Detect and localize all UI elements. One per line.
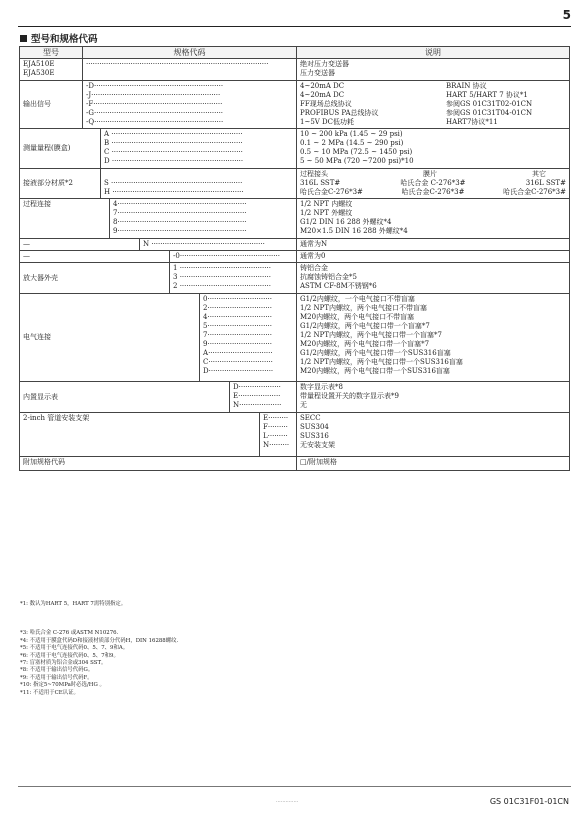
option-label: 附加规格代码 — [20, 457, 297, 471]
output-code: -F·························································· — [86, 100, 223, 108]
bracket-row — [20, 413, 570, 457]
footnote: *10: 指定5~70MPa时必选/HG 。 — [20, 682, 105, 689]
bracket-code: L········· — [263, 432, 288, 440]
housing-row — [20, 263, 570, 294]
model-row — [20, 59, 570, 81]
model-codes — [20, 59, 83, 81]
header-model: 型号 — [20, 47, 83, 59]
electrical-desc-line: G1/2内螺纹，一个电气接口不带盲塞 — [300, 295, 415, 303]
option-desc: □/附加规格 — [297, 457, 570, 471]
output-code: -Q·························································· — [86, 118, 224, 126]
bracket-code: E········· — [263, 414, 289, 422]
document-number: GS 01C31F01-01CN — [489, 797, 569, 806]
housing-label: 放大器外壳 — [20, 263, 170, 294]
zero-row-label: — — [20, 251, 170, 263]
process-row — [20, 199, 570, 239]
footnote: *7: 盲塞材质为铝合金或304 SST。 — [20, 660, 107, 667]
process-label: 过程连接 — [20, 199, 110, 239]
range-desc — [297, 129, 570, 169]
display-code: D··················· — [233, 383, 281, 391]
housing-code: 3 ········································· — [173, 273, 271, 281]
electrical-desc-line: G1/2内螺纹，两个电气接口带一个盲塞*7 — [300, 322, 430, 330]
range-row — [20, 129, 570, 169]
housing-desc-line: 铸铝合金 — [300, 264, 328, 272]
bracket-label: 2-inch 管道安装支架 — [20, 413, 260, 457]
footnotes — [20, 601, 568, 697]
footnote: *3: 哈氏合金 C-276 或ASTM N10276. — [20, 630, 119, 637]
footer-dots: ·············· — [276, 799, 299, 805]
housing-code: 1 ········································· — [173, 264, 271, 272]
zero-row-desc: 通常为0 — [297, 251, 570, 263]
zero-row-code: -0············································· — [170, 251, 297, 263]
housing-codes — [170, 263, 297, 294]
output-label: 输出信号 — [20, 81, 83, 129]
n-row-label: — — [20, 239, 140, 251]
process-code: 7·························································· — [113, 209, 247, 217]
range-label: 测量量程(膜盒) — [20, 129, 101, 169]
electrical-desc — [297, 294, 570, 382]
display-row — [20, 382, 570, 413]
process-code: 8·························································· — [113, 218, 247, 226]
display-label: 内置显示表 — [20, 382, 230, 413]
output-desc-line: FF现场总线协议 参阅GS 01C31T02-01CN — [300, 100, 533, 108]
section-heading — [20, 31, 98, 45]
bracket-codes — [260, 413, 297, 457]
range-desc-line: 0.1 ~ 2 MPa (14.5 ~ 290 psi) — [300, 139, 404, 147]
electrical-code: 9····························· — [203, 340, 272, 348]
model-desc-line: 绝对压力变送器 — [300, 60, 349, 68]
electrical-desc-line: G1/2内螺纹，两个电气接口带一个SUS316盲塞 — [300, 349, 451, 357]
model-code-510: EJA510E — [23, 60, 55, 68]
square-bullet-icon — [20, 35, 27, 42]
n-row-code: N ··················································· — [140, 239, 297, 251]
top-rule — [18, 26, 571, 27]
header-row — [20, 47, 570, 59]
electrical-code: C····························· — [203, 358, 273, 366]
material-desc-line: 哈氏合金C-276*3# 哈氏合金C-276*3# 哈氏合金C-276*3# — [300, 188, 566, 196]
model-code-530: EJA530E — [23, 69, 55, 77]
bracket-desc — [297, 413, 570, 457]
process-desc — [297, 199, 570, 239]
footnote: *9: 不适用于输出信号代码F。 — [20, 674, 93, 681]
model-dots: ·················································································· — [83, 59, 297, 81]
process-code: 9·························································· — [113, 227, 247, 235]
output-desc-line: PROFIBUS PA总线协议 参阅GS 01C31T04-01CN — [300, 109, 533, 117]
bottom-rule — [18, 786, 571, 787]
output-code: -G·························································· — [86, 109, 224, 117]
housing-desc — [297, 263, 570, 294]
range-code: D ··························································· — [104, 157, 244, 165]
display-codes — [230, 382, 297, 413]
electrical-desc-line: 1/2 NPT内螺纹，两个电气接口不带盲塞 — [300, 304, 427, 312]
n-row-desc: 通常为N — [297, 239, 570, 251]
process-codes — [110, 199, 297, 239]
electrical-desc-line: M20内螺纹，两个电气接口带一个盲塞*7 — [300, 340, 430, 348]
bracket-desc-line: 无安装支架 — [300, 441, 335, 449]
model-desc — [297, 59, 570, 81]
range-code: C ··························································· — [104, 148, 243, 156]
material-label: 接液部分材质*2 — [20, 169, 101, 199]
process-desc-line: 1/2 NPT 外螺纹 — [300, 209, 353, 217]
header-code: 规格代码 — [83, 47, 297, 59]
electrical-code: 7····························· — [203, 331, 272, 339]
header-description: 说明 — [297, 47, 570, 59]
material-desc-head: 过程接头 膜片 其它 — [300, 170, 546, 178]
footnote: *4: 不适用于膜盒代码D和接液材质部分代码H，DIN 16288螺纹. — [20, 637, 179, 644]
material-desc-line: 316L SST# 哈氏合金 C-276*3# 316L SST# — [300, 179, 566, 187]
electrical-codes — [200, 294, 297, 382]
bracket-desc-line: SUS316 — [300, 432, 329, 440]
display-desc — [297, 382, 570, 413]
footnote: *5: 不适用于电气连接代码0、5、7、9和A。 — [20, 645, 129, 652]
material-code: H ··························································· — [104, 188, 244, 196]
electrical-code: 0····························· — [203, 295, 272, 303]
output-row — [20, 81, 570, 129]
range-desc-line: 0.5 ~ 10 MPa (72.5 ~ 1450 psi) — [300, 148, 413, 156]
display-desc-line: 数字显示表*8 — [300, 383, 343, 391]
output-desc-line: 4~20mA DC BRAIN 协议 — [300, 82, 487, 90]
model-desc-line: 压力变送器 — [300, 69, 335, 77]
footnote: *11: 不适用于CE认证。 — [20, 689, 79, 696]
option-row — [20, 457, 570, 471]
process-desc-line: 1/2 NPT 内螺纹 — [300, 200, 353, 208]
output-desc-line: 4~20mA DC HART 5/HART 7 协议*1 — [300, 91, 528, 99]
bracket-code: F········· — [263, 423, 288, 431]
range-desc-line: 5 ~ 50 MPa (720 ~7200 psi)*10 — [300, 157, 414, 165]
range-code: B ··························································· — [104, 139, 243, 147]
material-desc — [297, 169, 570, 199]
display-code: N··················· — [233, 401, 282, 409]
output-codes — [83, 81, 297, 129]
section-title: 型号和规格代码 — [31, 34, 98, 45]
process-desc-line: M20×1.5 DIN 16 288 外螺纹*4 — [300, 227, 408, 235]
output-code: -D·························································· — [86, 82, 224, 90]
page-number: 5 — [562, 8, 571, 22]
bracket-code: N········· — [263, 441, 290, 449]
display-desc-line: 无 — [300, 401, 307, 409]
bracket-desc-line: SUS304 — [300, 423, 329, 431]
housing-desc-line: 抗腐蚀铸铝合金*5 — [300, 273, 357, 281]
display-code: E··················· — [233, 392, 281, 400]
housing-desc-line: ASTM CF-8M不锈钢*6 — [300, 282, 377, 290]
housing-code: 2 ········································· — [173, 282, 271, 290]
electrical-code: 4····························· — [203, 313, 272, 321]
electrical-code: 5····························· — [203, 322, 272, 330]
electrical-code: A····························· — [203, 349, 273, 357]
range-code: A ··························································· — [104, 130, 243, 138]
material-codes — [101, 169, 297, 199]
bracket-desc-line: SECC — [300, 414, 321, 422]
electrical-row — [20, 294, 570, 382]
spec-table — [19, 46, 570, 471]
display-desc-line: 带量程设置开关的数字显示表*9 — [300, 392, 399, 400]
electrical-desc-line: M20内螺纹，两个电气接口带一个SUS316盲塞 — [300, 367, 450, 375]
output-desc-line: 1~5V DC低功耗 HART7协议*11 — [300, 118, 498, 126]
footnote: *6: 不适用于电气连接代码0、5、7和9。 — [20, 652, 119, 659]
output-code: -J·························································· — [86, 91, 221, 99]
process-code: 4·························································· — [113, 200, 247, 208]
footnote: *8: 不适用于输出信号代码G。 — [20, 667, 94, 674]
n-row — [20, 239, 570, 251]
range-desc-line: 10 ~ 200 kPa (1.45 ~ 29 psi) — [300, 130, 403, 138]
electrical-label: 电气连接 — [20, 294, 200, 382]
electrical-code: D····························· — [203, 367, 274, 375]
zero-row — [20, 251, 570, 263]
range-codes — [101, 129, 297, 169]
electrical-desc-line: 1/2 NPT内螺纹，两个电气接口带一个盲塞*7 — [300, 331, 442, 339]
electrical-code: 2····························· — [203, 304, 272, 312]
process-desc-line: G1/2 DIN 16 288 外螺纹*4 — [300, 218, 392, 226]
material-code: S ··························································· — [104, 179, 243, 187]
electrical-desc-line: 1/2 NPT内螺纹，两个电气接口带一个SUS316盲塞 — [300, 358, 463, 366]
output-desc — [297, 81, 570, 129]
footnote: *1: 数认为HART 5，HART 7需特别指定。 — [20, 601, 127, 607]
material-row — [20, 169, 570, 199]
electrical-desc-line: M20内螺纹，两个电气接口不带盲塞 — [300, 313, 415, 321]
